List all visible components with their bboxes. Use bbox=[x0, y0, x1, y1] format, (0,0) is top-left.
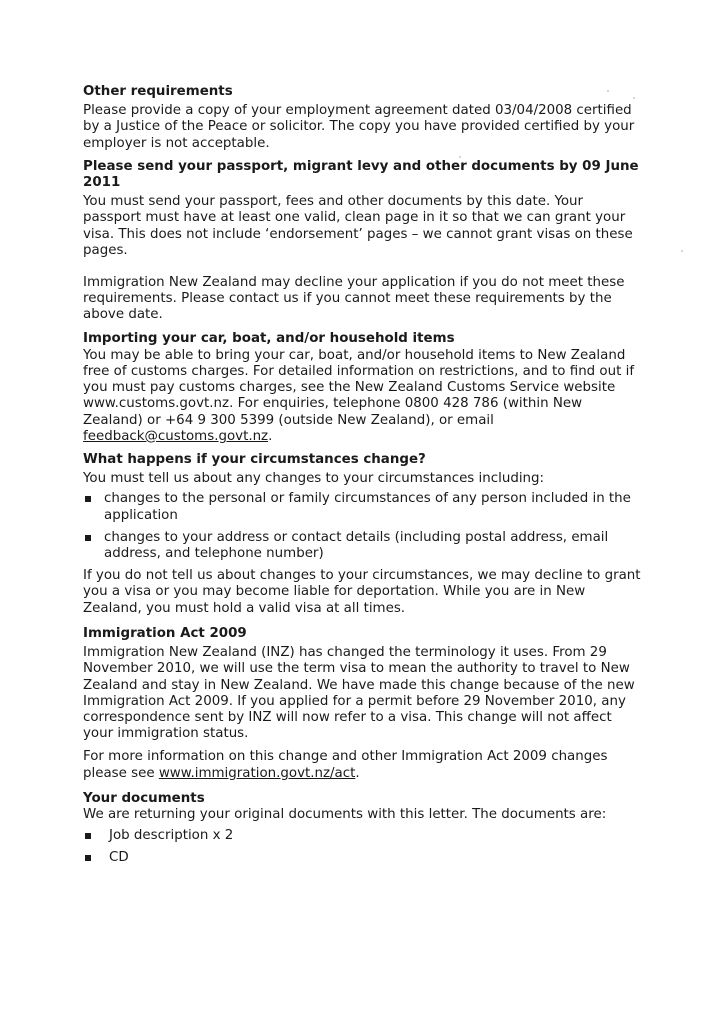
section-send-documents bbox=[83, 159, 643, 324]
list-item-text: CD bbox=[109, 850, 129, 866]
list-item-text: changes to your address or contact details (including postal address, email address, and telephone number) bbox=[104, 529, 609, 562]
section-circumstances bbox=[83, 452, 643, 617]
paragraph-send-documents: You must send your passport, fees and other documents by this date. Your passport must have at least one valid, clean page in it so that we can grant your visa. This does not include ‘endorsement’ pages – we cannot grant visas on these pages. bbox=[83, 194, 633, 258]
more-info-text: For more information on this change and other Immigration Act 2009 changes please see bbox=[83, 749, 608, 781]
section-your-documents bbox=[83, 791, 643, 867]
paragraph-circumstances-intro: You must tell us about any changes to your circumstances including: bbox=[83, 471, 545, 487]
heading-circumstances: What happens if your circumstances change? bbox=[83, 452, 426, 468]
paragraph-other-requirements: Please provide a copy of your employment agreement dated 03/04/2008 certified by a Justice of the Peace or solicitor. The copy you have provided certified by your employer is not acceptable. bbox=[83, 103, 635, 151]
list-item bbox=[83, 828, 643, 844]
heading-your-documents: Your documents bbox=[83, 790, 205, 806]
more-info-suffix: . bbox=[355, 765, 360, 781]
immigration-act-link[interactable]: www.immigration.govt.nz/act bbox=[158, 765, 356, 781]
paragraph-immigration-act: Immigration New Zealand (INZ) has changed the terminology it uses. From 29 November 2010, we will use the term visa to mean the authority to travel to New Zealand and stay in New Zealand. We have made this change because of the new Immigration Act 2009. If you applied for a permit before 29 November 2010, any correspondence sent by INZ will now refer to a visa. This change will not affect your immigration status. bbox=[83, 645, 635, 742]
list-item bbox=[83, 491, 643, 523]
section-other-requirements bbox=[83, 84, 643, 152]
bullet-square-icon bbox=[85, 855, 91, 861]
heading-other-requirements: Other requirements bbox=[83, 84, 233, 99]
bullet-square-icon bbox=[85, 535, 91, 541]
paragraph-decline-warning: Immigration New Zealand may decline your application if you do not meet these requirements. Please contact us if you cannot meet these requirements by the above date. bbox=[83, 275, 625, 323]
customs-email-link[interactable]: feedback@customs.govt.nz bbox=[83, 428, 269, 444]
list-item-text: changes to the personal or family circumstances of any person included in the application bbox=[104, 491, 631, 523]
bullet-square-icon bbox=[85, 496, 91, 502]
list-item bbox=[83, 850, 643, 866]
bullet-square-icon bbox=[85, 833, 91, 839]
list-item-text: Job description x 2 bbox=[109, 828, 234, 844]
paragraph-your-documents: We are returning your original documents with this letter. The documents are: bbox=[83, 806, 607, 822]
importing-email-suffix: . bbox=[268, 428, 273, 444]
documents-list bbox=[83, 828, 643, 866]
section-importing bbox=[83, 331, 643, 445]
list-item bbox=[83, 530, 643, 562]
paragraph-importing bbox=[83, 348, 643, 445]
heading-immigration-act: Immigration Act 2009 bbox=[83, 625, 247, 641]
paragraph-circumstances-warning: If you do not tell us about changes to your circumstances, we may decline to grant you a visa or you may become liable for deportation. While you are in New Zealand, you must hold a valid visa at all times. bbox=[83, 568, 641, 616]
importing-text: You may be able to bring your car, boat, and/or household items to New Zealand free of customs charges. For detailed information on restrictions, and to find out if you must pay customs charges, see the New Zealand Customs Service website www.customs.govt.nz. For enquiries, telephone 0800 428 786 (within New Zealand) or +64 9 300 5399 (outside New Zealand), or email bbox=[83, 347, 635, 428]
heading-importing: Importing your car, boat, and/or household items bbox=[83, 330, 455, 346]
heading-send-documents: Please send your passport, migrant levy and other documents by 09 June 2011 bbox=[83, 158, 639, 191]
paragraph-more-information bbox=[83, 749, 643, 781]
scan-speck bbox=[681, 250, 683, 252]
letter-page bbox=[83, 84, 643, 867]
section-immigration-act bbox=[83, 626, 643, 782]
circumstances-list bbox=[83, 491, 643, 562]
